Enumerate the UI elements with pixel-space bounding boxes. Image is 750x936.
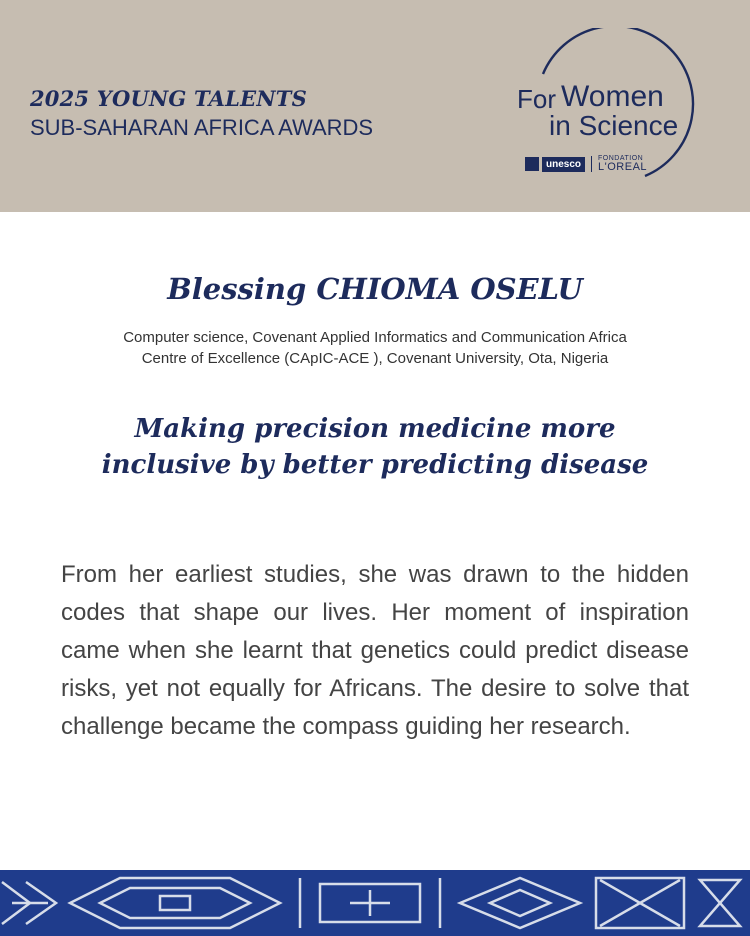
foundation-loreal [598,155,647,173]
tribal-pattern [0,870,750,936]
award-title: 2025 YOUNG TALENTS [30,86,307,111]
logo-women: Women [561,80,664,113]
laureate-bio: From her earliest studies, she was drawn to the hidden codes that shape our lives. Her moment of inspiration came when she learnt that genetics could predict disease risks, yet not equally for Africans. The desire to solve that challenge became the compass guiding her research. [61,561,689,740]
award-subtitle: SUB-SAHARAN AFRICA AWARDS [30,115,374,140]
partner-divider [591,156,592,172]
laureate-affiliation [0,327,750,369]
project-title [0,411,750,483]
logo-for: For [517,84,556,114]
foundation-label: FONDATION [598,155,644,162]
loreal-label: L'OREAL [598,161,648,173]
laureate-name: Blessing CHIOMA OSELU [167,272,583,306]
logo-partners [525,154,647,174]
for-women-in-science-logo [505,28,725,198]
project-title-line: Making precision medicine more [134,414,616,444]
logo-in-science: in Science [549,110,679,141]
header-band [0,0,750,212]
unesco-label: unesco [542,157,585,172]
footer-pattern-band [0,870,750,936]
affiliation-line: Centre of Excellence (CApIC-ACE ), Covenant University, Ota, Nigeria [141,350,609,367]
project-title-line: inclusive by better predicting disease [101,450,649,480]
unesco-temple-icon [525,157,539,171]
affiliation-line: Computer science, Covenant Applied Informatics and Communication Africa [123,329,627,346]
